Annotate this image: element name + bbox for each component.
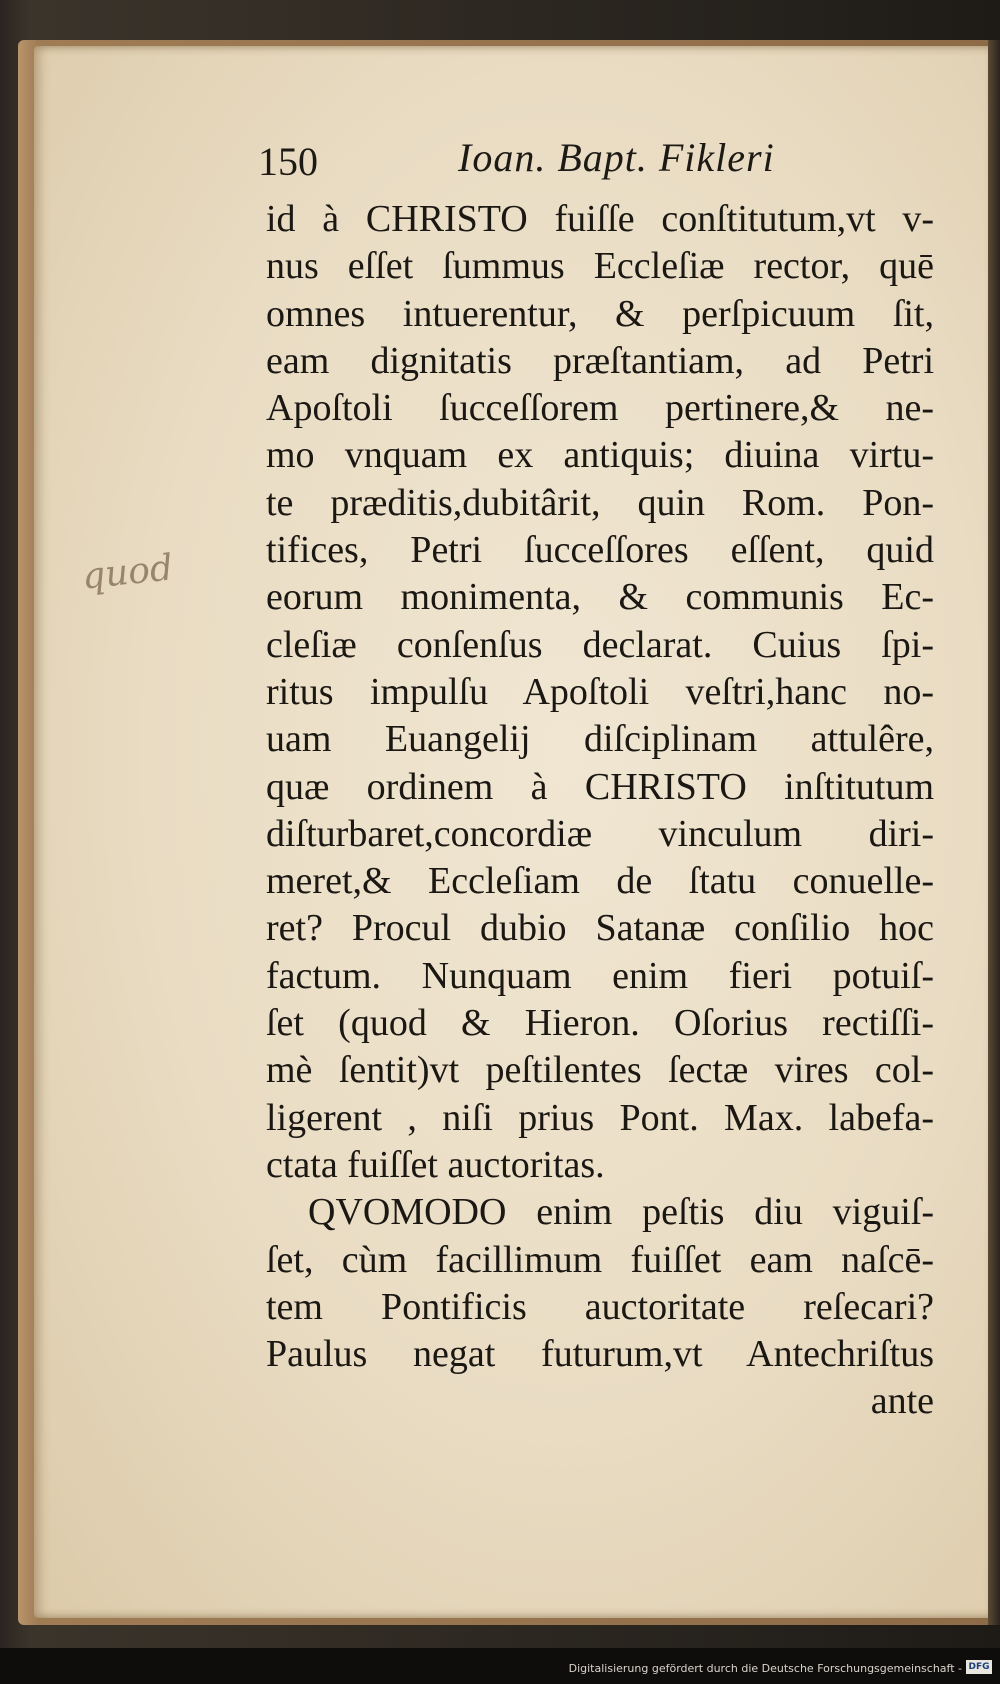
text-line: factum. Nunquam enim fieri potuiſ-: [266, 954, 934, 997]
text-line: mè ſentit)vt peſtilentes ſectæ vires col-: [266, 1049, 934, 1092]
text-line: omnes intuerentur, & perſpicuum ſit,: [266, 292, 934, 335]
text-line: id à CHRISTO fuiſſe conſtitutum,vt v-: [266, 198, 934, 240]
text-line: eam dignitatis præſtantiam, ad Petri: [266, 339, 934, 382]
text-line: meret,& Eccleſiam de ſtatu conuelle-: [266, 860, 934, 903]
text-line: QVOMODO enim peſtis diu viguiſ-: [308, 1191, 934, 1234]
text-line: quæ ordinem à CHRISTO inſtitutum: [266, 765, 934, 808]
text-line: tem Pontificis auctoritate reſecari?: [266, 1285, 934, 1328]
dfg-logo-icon: DFG: [966, 1660, 992, 1674]
margin-annotation: quod: [80, 547, 175, 598]
text-line: mo vnquam ex antiquis; diuina virtu-: [266, 434, 934, 477]
text-line: ſet, cùm facillimum fuiſſet eam naſcē-: [266, 1238, 934, 1281]
text-line: ligerent , niſi prius Pont. Max. labefa-: [266, 1096, 934, 1139]
text-line: Apoſtoli ſucceſſorem pertinere,& ne-: [266, 387, 934, 430]
text-line: ritus impulſu Apoſtoli veſtri,hanc no-: [266, 670, 934, 713]
text-line: te præditis,dubitârit, quin Rom. Pon-: [266, 481, 934, 524]
catchword: ante: [870, 1380, 934, 1423]
funding-credit: Digitalisierung gefördert durch die Deutsche Forschungsgemeinschaft -: [568, 1662, 962, 1675]
body-text: [266, 196, 934, 1426]
page-right-edge: [988, 40, 1000, 1625]
text-line: uam Euangelij diſciplinam attulêre,: [266, 718, 934, 761]
running-head: Ioan. Bapt. Fikleri: [458, 135, 775, 180]
text-line: cleſiæ conſenſus declarat. Cuius ſpi-: [266, 623, 934, 666]
text-line: Paulus negat futurum,vt Antechriſtus: [266, 1333, 934, 1376]
text-line: ctata fuiſſet auctoritas.: [266, 1143, 605, 1186]
text-line: nus eſſet ſummus Eccleſiæ rector, quē: [266, 245, 934, 288]
page-number: 150: [258, 139, 318, 184]
text-line: ſet (quod & Hieron. Oſorius rectiſſi-: [266, 1002, 934, 1045]
text-line: eorum monimenta, & communis Ec-: [266, 576, 934, 619]
text-line: tifices, Petri ſucceſſores eſſent, quid: [266, 529, 934, 572]
text-line: ret? Procul dubio Satanæ conſilio hoc: [266, 907, 934, 950]
text-line: diſturbaret,concordiæ vinculum diri-: [266, 812, 934, 855]
